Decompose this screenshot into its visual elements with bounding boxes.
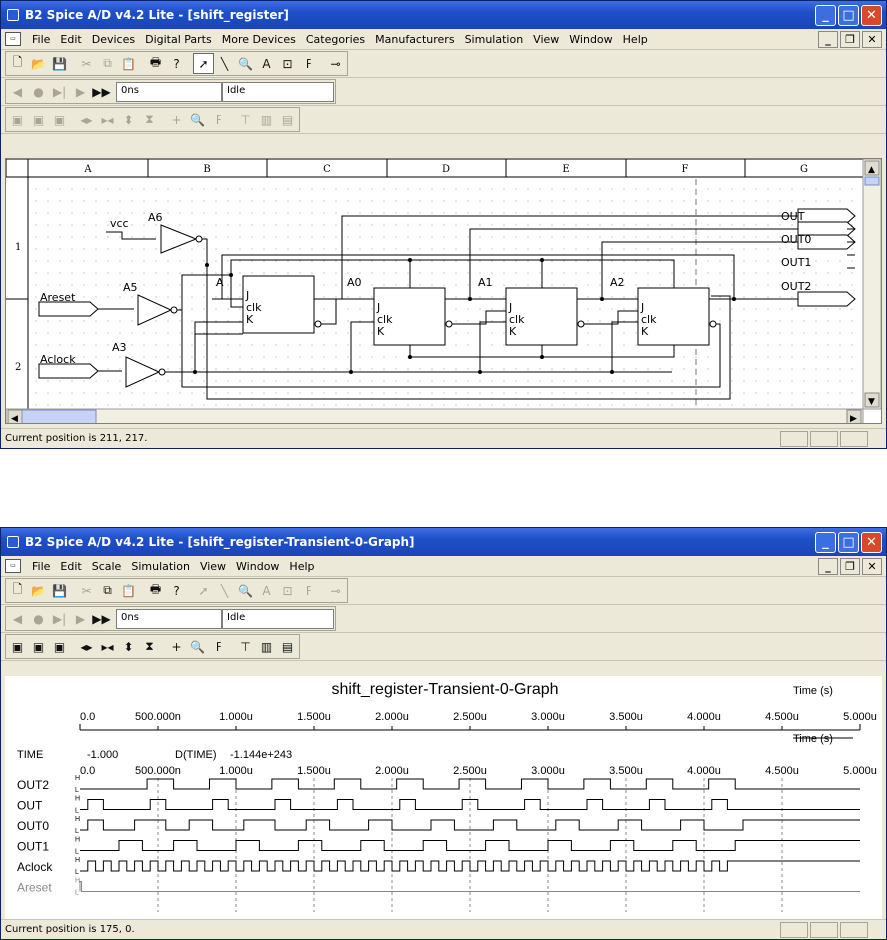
text-icon[interactable]: A <box>262 583 271 598</box>
print-icon[interactable]: 🖶 <box>149 582 162 596</box>
expand-y-icon[interactable]: ⬍ <box>123 112 134 127</box>
level-low-label: L <box>75 787 79 794</box>
top-tick-label: 4.000u <box>687 711 721 723</box>
view3-icon[interactable]: ▣ <box>53 639 66 654</box>
app-icon <box>7 536 19 548</box>
ff1-clk-label: clk <box>246 301 262 314</box>
bottom-tick-label: 1.500u <box>297 765 331 777</box>
step-back-icon[interactable]: ◀ <box>12 611 23 626</box>
top-tick-label: 4.500u <box>765 711 799 723</box>
schematic-statusbar <box>1 428 886 448</box>
close-button[interactable]: ✕ <box>861 532 882 553</box>
window-title: B2 Spice A/D v4.2 Lite - [shift_register-Transient-0-Graph] <box>25 535 415 549</box>
shrink-y-icon[interactable]: ⧗ <box>145 112 154 126</box>
menu-simulation[interactable]: Simulation <box>464 32 524 46</box>
row-label-2: 2 <box>15 362 22 373</box>
part-icon[interactable]: ⊡ <box>282 583 293 598</box>
menu-window[interactable]: Window <box>569 32 613 46</box>
bottom-tick-label: 4.500u <box>765 765 799 777</box>
bottom-tick-label: 2.500u <box>453 765 487 777</box>
sim-time-field[interactable]: 0ns <box>116 609 222 629</box>
level-high-label: H <box>75 877 81 885</box>
graph-toolbar <box>1 633 886 661</box>
window-title: B2 Spice A/D v4.2 Lite - [shift_register] <box>25 8 289 22</box>
scroll-left-icon: ◀ <box>11 414 18 424</box>
level-low-label: L <box>75 828 79 835</box>
cursor-time-label: TIME <box>17 749 44 761</box>
record-icon[interactable]: ● <box>33 84 44 99</box>
record-icon[interactable]: ● <box>33 611 44 626</box>
sim-time-field[interactable]: 0ns <box>116 82 222 102</box>
open-folder-icon[interactable]: 📂 <box>31 583 46 598</box>
cursor-delta-value: -1.144e+243 <box>230 749 293 761</box>
fast-forward-icon[interactable]: ▶▶ <box>92 84 111 99</box>
shrink-x-icon[interactable]: ▸◂ <box>101 639 114 654</box>
open-folder-icon[interactable]: 📂 <box>31 56 46 71</box>
out2-label: OUT2 <box>781 280 812 293</box>
menu-manufacturers[interactable]: Manufacturers <box>375 32 455 46</box>
graph-node-icon[interactable]: ߓ <box>215 112 222 127</box>
scroll-down-icon: ▼ <box>868 397 875 407</box>
ff3-j-label: J <box>509 301 513 314</box>
ff3-clk-label: clk <box>509 313 525 326</box>
menu-file[interactable]: File <box>32 32 51 46</box>
step-forward-icon[interactable]: ▶| <box>52 611 67 626</box>
cursor-icon[interactable]: + <box>171 112 182 127</box>
view1-icon[interactable]: ▣ <box>11 639 24 654</box>
shrink-y-icon[interactable]: ⧗ <box>145 639 154 653</box>
new-file-icon[interactable]: 🗋 <box>12 582 23 596</box>
row-header <box>6 242 28 373</box>
vertical-scroll-thumb[interactable] <box>865 177 879 185</box>
col-label-f: F <box>681 164 689 175</box>
graph-title: shift_register-Transient-0-Graph <box>331 681 559 698</box>
status-pane-2 <box>810 431 838 447</box>
mdi-close-button[interactable]: ✕ <box>862 558 882 575</box>
level-low-label: L <box>75 869 79 876</box>
minimize-button[interactable]: _ <box>815 5 836 26</box>
a5-label: A5 <box>123 281 138 294</box>
out-label: OUT <box>781 210 805 223</box>
top-tick-label: 500.000n <box>135 711 181 723</box>
col-label-d: D <box>441 164 451 175</box>
trace-name: Areset <box>17 880 52 895</box>
view2-icon[interactable]: ▣ <box>32 639 45 654</box>
bottom-tick-label: 3.000u <box>531 765 565 777</box>
bottom-axis-tick-labels <box>80 765 877 777</box>
cut-icon[interactable]: ✂ <box>81 583 92 598</box>
save-icon[interactable]: 💾 <box>52 583 67 598</box>
menu-categories[interactable]: Categories <box>305 32 366 46</box>
top-tick-label: 1.000u <box>219 711 253 723</box>
copy-icon[interactable]: ⧉ <box>103 583 112 597</box>
new-file-icon[interactable]: 🗋 <box>12 55 23 69</box>
ff1-j-label: J <box>246 289 250 302</box>
col-label-g: G <box>800 164 808 175</box>
bottom-tick-label: 4.000u <box>687 765 721 777</box>
status-pane-1 <box>780 922 808 938</box>
ff2-j-label: J <box>377 301 381 314</box>
menu-file[interactable]: File <box>32 559 51 573</box>
ff4-j-label: J <box>641 301 645 314</box>
level-high-label: H <box>75 857 81 864</box>
menu-edit[interactable]: Edit <box>60 559 82 573</box>
graph-drawing[interactable] <box>5 676 882 919</box>
wire-icon[interactable]: ╲ <box>220 583 229 598</box>
help-icon[interactable]: ? <box>173 583 180 598</box>
node-a2-label: A2 <box>610 276 625 289</box>
marker-icon[interactable]: ⊤ <box>240 112 251 127</box>
trace-name: OUT2 <box>17 778 50 792</box>
menu-edit[interactable]: Edit <box>60 32 82 46</box>
sim-state-field: Idle <box>222 82 334 102</box>
level-low-label: L <box>75 807 79 815</box>
col-label-a: A <box>84 164 92 175</box>
sim-state-field: Idle <box>222 609 334 629</box>
wire-icon[interactable]: ╲ <box>220 56 229 71</box>
time-unit-label-bottom: Time (s) <box>793 733 833 745</box>
mdi-restore-button[interactable]: ❐ <box>840 558 860 575</box>
columns-icon[interactable]: ▥ <box>260 112 273 127</box>
top-tick-label: 3.500u <box>609 711 643 723</box>
schematic-drawing[interactable] <box>6 159 882 424</box>
columns-icon[interactable]: ▥ <box>260 639 273 654</box>
vcc-label: vcc <box>110 217 129 230</box>
top-tick-label: 1.500u <box>297 711 331 723</box>
app-icon <box>7 9 19 21</box>
graph-titlebar[interactable] <box>1 528 886 556</box>
zoom-icon[interactable]: 🔍 <box>238 56 253 71</box>
graph-window <box>0 527 887 940</box>
status-text: Current position is 175, 0. <box>5 924 135 935</box>
step-forward-icon[interactable]: ▶| <box>52 84 67 99</box>
play-icon[interactable]: ▶ <box>75 84 86 99</box>
out1-label: OUT1 <box>781 256 812 269</box>
expand-y-icon[interactable]: ⬍ <box>123 639 134 654</box>
trace-name: OUT0 <box>17 819 50 833</box>
copy-icon[interactable]: ⧉ <box>103 56 112 70</box>
status-pane-1 <box>780 431 808 447</box>
mdi-restore-button[interactable]: ❐ <box>840 31 860 48</box>
pointer-icon[interactable]: ➚ <box>193 53 214 74</box>
top-tick-label: 0.0 <box>80 711 96 723</box>
trace-name: OUT <box>17 798 43 813</box>
graph-zoom-icon[interactable]: 🔍 <box>190 639 205 654</box>
ff2-k-label: K <box>377 325 385 338</box>
play-icon[interactable]: ▶ <box>75 611 86 626</box>
schematic-window <box>0 0 887 449</box>
scroll-right-icon: ▶ <box>850 414 857 424</box>
save-icon[interactable]: 💾 <box>52 56 67 71</box>
cut-icon[interactable]: ✂ <box>81 56 92 71</box>
graph-toolbar <box>1 106 886 134</box>
menu-help[interactable]: Help <box>622 32 648 46</box>
cursor-time-value: -1.000 <box>87 749 119 761</box>
ff4-clk-label: clk <box>641 313 657 326</box>
status-text: Current position is 211, 217. <box>5 433 148 444</box>
node-icon[interactable]: ߓ <box>305 583 312 598</box>
top-tick-label: 3.000u <box>531 711 565 723</box>
node-a1-label: A1 <box>478 276 493 289</box>
level-low-label: L <box>75 848 79 856</box>
col-label-b: B <box>203 164 211 175</box>
menu-more-devices[interactable]: More Devices <box>221 32 296 46</box>
expand-x-icon[interactable]: ◂▸ <box>80 639 93 654</box>
menubar <box>1 556 886 577</box>
ff3-k-label: K <box>509 325 517 338</box>
step-back-icon[interactable]: ◀ <box>12 84 23 99</box>
graph-statusbar <box>1 919 886 939</box>
menu-scale[interactable]: Scale <box>91 559 122 573</box>
close-button[interactable]: ✕ <box>861 5 882 26</box>
pointer-icon[interactable]: ➚ <box>198 583 209 598</box>
menu-devices[interactable]: Devices <box>91 32 136 46</box>
level-high-label: H <box>75 775 81 782</box>
view1-icon[interactable]: ▣ <box>11 112 24 127</box>
menu-digital-parts[interactable]: Digital Parts <box>145 32 212 46</box>
text-icon[interactable]: A <box>262 56 271 71</box>
bottom-tick-label: 2.000u <box>375 765 409 777</box>
probe-icon[interactable]: ⊸ <box>330 583 341 598</box>
part-icon[interactable]: ⊡ <box>282 56 293 71</box>
menu-simulation[interactable]: Simulation <box>131 559 190 573</box>
menu-view[interactable]: View <box>533 32 560 46</box>
expand-x-icon[interactable]: ◂▸ <box>80 112 93 127</box>
row-label-1: 1 <box>15 242 22 253</box>
level-high-label: H <box>75 795 81 803</box>
shrink-x-icon[interactable]: ▸◂ <box>101 112 114 127</box>
aclock-label: Aclock <box>40 353 76 366</box>
graph-node-icon[interactable]: ߓ <box>215 639 222 654</box>
schematic-canvas[interactable] <box>5 158 882 424</box>
standard-toolbar <box>1 50 886 78</box>
menu-window[interactable]: Window <box>236 559 280 573</box>
maximize-button[interactable]: □ <box>838 532 859 553</box>
scroll-up-icon: ▲ <box>868 165 875 175</box>
view3-icon[interactable]: ▣ <box>53 112 66 127</box>
bottom-tick-label: 500.000n <box>135 765 181 777</box>
rows-icon[interactable]: ▤ <box>281 112 294 127</box>
node-icon[interactable]: ߓ <box>305 56 312 71</box>
zoom-icon[interactable]: 🔍 <box>238 583 253 598</box>
a3-label: A3 <box>112 341 127 354</box>
paste-icon[interactable]: 📋 <box>121 583 136 598</box>
document-icon[interactable]: ▭ <box>5 559 21 573</box>
menubar <box>1 29 886 50</box>
graph-zoom-icon[interactable]: 🔍 <box>190 112 205 127</box>
horizontal-scroll-thumb[interactable] <box>22 410 96 424</box>
probe-icon[interactable]: ⊸ <box>330 56 341 71</box>
trace-name: Aclock <box>17 860 53 874</box>
top-tick-label: 2.500u <box>453 711 487 723</box>
view2-icon[interactable]: ▣ <box>32 112 45 127</box>
mdi-close-button[interactable]: ✕ <box>862 31 882 48</box>
ff1-k-label: K <box>246 313 254 326</box>
bottom-tick-label: 0.0 <box>80 765 96 777</box>
standard-toolbar <box>1 577 886 605</box>
minimize-button[interactable]: _ <box>815 532 836 553</box>
trace-waveform <box>80 861 860 871</box>
status-pane-3 <box>840 922 868 938</box>
simulation-toolbar <box>1 78 886 106</box>
bottom-tick-label: 3.500u <box>609 765 643 777</box>
simulation-toolbar <box>1 605 886 633</box>
level-high-label: H <box>75 816 81 823</box>
bottom-tick-label: 1.000u <box>219 765 253 777</box>
level-high-label: H <box>75 836 81 844</box>
top-tick-label: 5.000u <box>843 711 877 723</box>
status-pane-2 <box>810 922 838 938</box>
cursor-icon[interactable]: + <box>171 639 182 654</box>
document-icon[interactable]: ▭ <box>5 32 21 46</box>
mdi-minimize-button[interactable]: _ <box>818 31 838 48</box>
menu-view[interactable]: View <box>199 559 227 573</box>
a6-label: A6 <box>148 211 163 224</box>
trace-name: OUT1 <box>17 839 50 854</box>
fast-forward-icon[interactable]: ▶▶ <box>92 611 111 626</box>
top-tick-label: 2.000u <box>375 711 409 723</box>
node-a0-label: A0 <box>347 276 362 289</box>
graph-canvas[interactable] <box>5 676 882 919</box>
col-label-e: E <box>562 164 570 175</box>
node-a-label: A <box>216 276 224 289</box>
areset-label: Areset <box>40 291 76 304</box>
out0-label: OUT0 <box>781 233 812 246</box>
status-pane-3 <box>840 431 868 447</box>
help-icon[interactable]: ? <box>173 56 180 71</box>
ff2-clk-label: clk <box>377 313 393 326</box>
mdi-minimize-button[interactable]: _ <box>818 558 838 575</box>
col-label-c: C <box>323 164 331 175</box>
menu-help[interactable]: Help <box>289 559 315 573</box>
bottom-tick-label: 5.000u <box>843 765 877 777</box>
time-unit-label-top: Time (s) <box>793 685 833 697</box>
maximize-button[interactable]: □ <box>838 5 859 26</box>
digital-traces <box>17 775 860 897</box>
rows-icon[interactable]: ▤ <box>281 639 294 654</box>
marker-icon[interactable]: ⊤ <box>240 639 251 654</box>
ff4-k-label: K <box>641 325 649 338</box>
schematic-titlebar[interactable] <box>1 1 886 29</box>
top-axis-tick-labels <box>80 711 877 723</box>
cursor-delta-label: D(TIME) <box>175 749 217 761</box>
print-icon[interactable]: 🖶 <box>149 55 162 69</box>
paste-icon[interactable]: 📋 <box>121 56 136 71</box>
level-low-label: L <box>75 889 79 897</box>
